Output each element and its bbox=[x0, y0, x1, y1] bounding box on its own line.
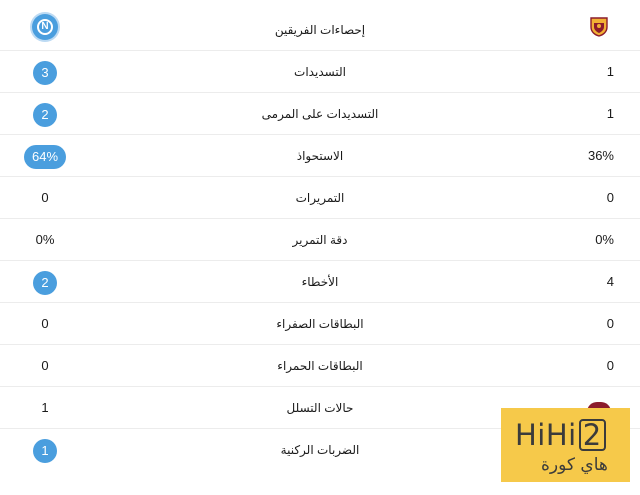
away-value bbox=[0, 261, 90, 303]
away-value: 0 bbox=[41, 358, 49, 373]
away-value bbox=[0, 429, 90, 471]
stat-row-yellow-cards bbox=[0, 303, 640, 345]
watermark-brand: HiHi 2 bbox=[515, 419, 606, 451]
away-value bbox=[0, 135, 90, 177]
stat-label: دقة التمرير bbox=[292, 233, 348, 247]
home-value: 0% bbox=[595, 232, 614, 247]
away-value: 0% bbox=[35, 232, 55, 247]
stat-label: التسديدات bbox=[294, 65, 346, 79]
stat-label: الأخطاء bbox=[301, 275, 339, 289]
stat-row-pass-accuracy bbox=[0, 219, 640, 261]
away-value-badge: 2 bbox=[33, 103, 57, 127]
home-value: 0 bbox=[606, 358, 614, 373]
roma-crest-icon bbox=[590, 17, 608, 37]
stat-row-red-cards bbox=[0, 345, 640, 387]
home-value: 1 bbox=[606, 64, 614, 79]
stat-label: الضربات الركنية bbox=[280, 443, 360, 457]
hihi2-watermark-logo bbox=[501, 408, 630, 482]
team-stats-table bbox=[0, 9, 640, 471]
away-value-badge: 64% bbox=[24, 145, 66, 169]
stat-label: التسديدات على المرمى bbox=[261, 107, 379, 121]
home-value: 1 bbox=[606, 106, 614, 121]
stat-row-fouls bbox=[0, 261, 640, 303]
away-value-badge: 3 bbox=[33, 61, 57, 85]
stats-header-row bbox=[0, 9, 640, 51]
stats-title: إحصاءات الفريقين bbox=[274, 23, 366, 37]
stat-label: البطاقات الحمراء bbox=[277, 359, 363, 373]
away-value bbox=[0, 93, 90, 135]
away-value-badge: 1 bbox=[33, 439, 57, 463]
watermark-arabic: هاي كورة bbox=[541, 455, 608, 475]
stat-row-passes bbox=[0, 177, 640, 219]
stat-row-possession bbox=[0, 135, 640, 177]
home-value: 36% bbox=[587, 148, 614, 163]
away-value-badge: 2 bbox=[33, 271, 57, 295]
away-value: 0 bbox=[41, 316, 49, 331]
stat-label: التمريرات bbox=[295, 191, 345, 205]
home-value: 0 bbox=[606, 316, 614, 331]
stat-row-shots-on-target bbox=[0, 93, 640, 135]
stat-label: حالات التسلل bbox=[286, 401, 354, 415]
away-value: 1 bbox=[41, 400, 49, 415]
home-value: 4 bbox=[606, 274, 614, 289]
stat-label: الاستحواذ bbox=[296, 149, 344, 163]
home-value: 0 bbox=[606, 190, 614, 205]
away-value: 0 bbox=[41, 190, 49, 205]
away-value bbox=[0, 51, 90, 93]
stat-label: البطاقات الصفراء bbox=[276, 317, 364, 331]
stat-row-shots bbox=[0, 51, 640, 93]
napoli-crest-icon: N bbox=[32, 14, 58, 40]
